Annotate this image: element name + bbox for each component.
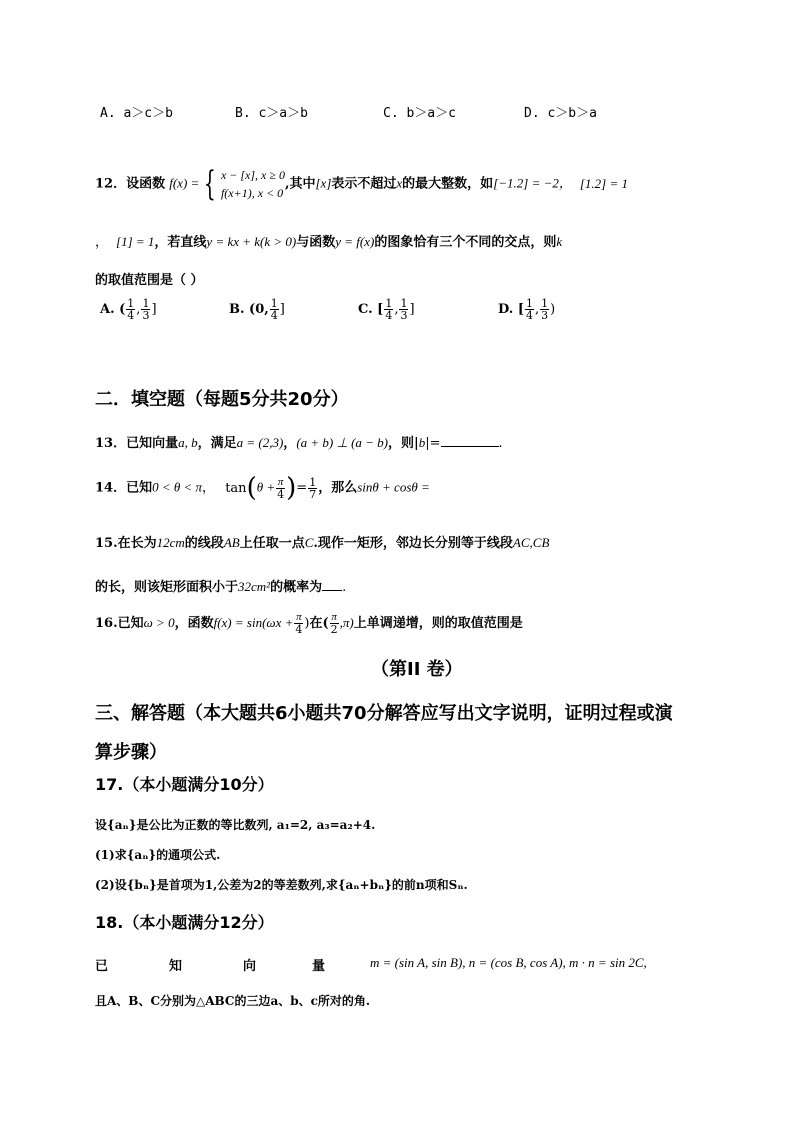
q11-option-b: B. c＞a＞b [235, 106, 308, 121]
q17-line1: 设{aₙ}是公比为正数的等比数列, a₁=2, a₃=a₂+4. [95, 818, 376, 832]
q12-line1: 12．设函数 f(x) = { x − [x], x ≥ 0 f(x+1), x < 0 ,其中[x]表示不超过x的最大整数，如[−1.2] = −2， [1.2] = 1 [95, 164, 629, 204]
q12-option-a: A. ( $\frac{1}{4}$ , $\frac{1}{3}$ ] [100, 297, 157, 322]
q12-line3: 的取值范围是（ ） [95, 273, 204, 288]
q12-option-d: D. [ $\frac{1}{4}$ , $\frac{1}{3}$ ) [498, 297, 556, 322]
q12-line2: ， [1] = 1，若直线y = kx + k(k > 0)与函数y = f(x)的图象恰有三个不同的交点，则k [95, 234, 563, 250]
q18-word-2: 知 [169, 959, 183, 974]
q15-line1: 15.在长为12cm的线段AB上任取一点C.现作一矩形，邻边长分别等于线段AC,CB [95, 535, 550, 551]
q17-line3: (2)设{bₙ}是首项为1,公差为2的等差数列,求{aₙ+bₙ}的前n项和Sₙ. [95, 878, 468, 892]
q18-word-4: 量 [312, 959, 326, 974]
q14-line: 14．已知0 < θ < π， tan(θ + $\frac{\pi}{4}$ )= $\frac{1}{7}$ ，那么sinθ + cosθ = [95, 473, 430, 503]
q18-vector-expr: m = (sin A, sin B), n = (cos B, cos A), m · n = sin 2C, [370, 955, 647, 970]
q11-option-c: C. b＞a＞c [383, 106, 456, 121]
q13-line: 13．已知向量a, b，满足a = (2,3)，(a + b) ⊥ (a − b)，则|b|= . [95, 435, 503, 451]
q16-line: 16.已知ω > 0，函数f(x) = sin(ωx + $\frac{\pi}{4}$ )在( $\frac{\pi}{2}$ ,π)上单调递增，则的取值范围是 [95, 611, 523, 636]
q12-option-b: B. (0, $\frac{1}{4}$ ] [229, 297, 285, 322]
q11-option-a: A. a＞c＞b [100, 106, 173, 121]
section-3-title: 三、解答题（本大题共6小题共70分解答应写出文字说明，证明过程或演 [95, 703, 673, 724]
q18-word-3: 向 [243, 959, 257, 974]
q18-word-1: 已 [95, 959, 109, 974]
section-2-title: 二．填空题（每题5分共20分） [95, 389, 349, 410]
q17-heading: 17.（本小题满分10分） [95, 775, 274, 794]
q18-heading: 18.（本小题满分12分） [95, 913, 274, 932]
q18-line2: 且A、B、C分别为△ABC的三边a、b、c所对的角. [95, 994, 371, 1008]
q12-option-c: C. [ $\frac{1}{4}$ , $\frac{1}{3}$ ] [358, 297, 415, 322]
section-3-title-cont: 算步骤） [95, 742, 167, 763]
q11-option-d: D. c＞b＞a [524, 106, 597, 121]
part-2-title: （第II 卷） [371, 659, 463, 680]
q17-line2: (1)求{aₙ}的通项公式. [95, 848, 221, 862]
q15-line2: 的长，则该矩形面积小于32cm²的概率为 . [95, 579, 347, 595]
